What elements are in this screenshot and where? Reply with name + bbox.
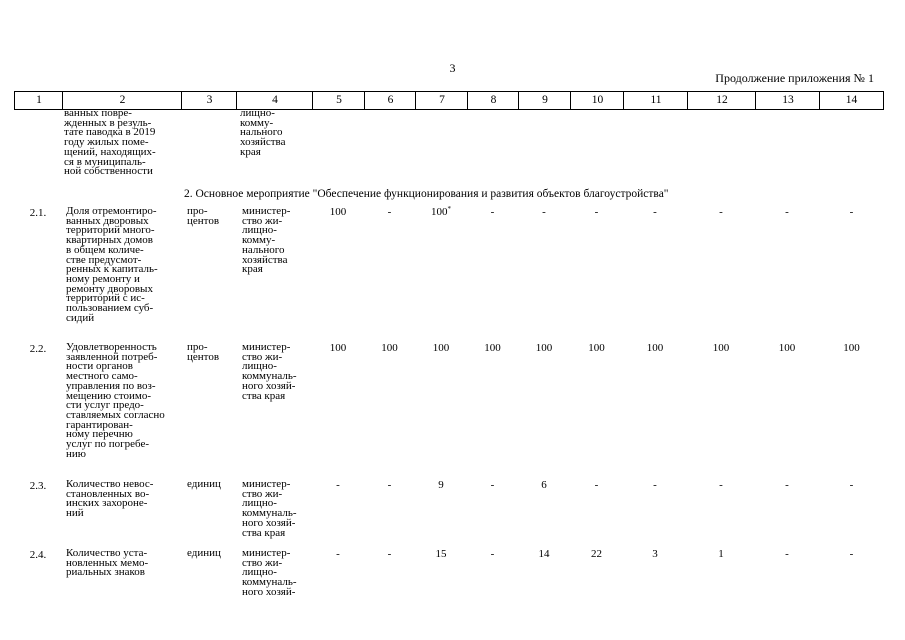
value-text: - [490,548,495,560]
unit-cell [187,480,235,490]
value-cell [827,548,877,560]
table-header-row [14,91,884,110]
text-line: в общем количе- [66,243,144,256]
value-cell [313,548,363,560]
value-cell [630,342,680,354]
text-line: ванных дворовых [66,214,149,227]
value-cell [572,342,622,354]
unit-cell [187,207,235,226]
text-line: инских захороне- [66,497,148,510]
text-line: министер- [242,205,291,217]
value-text: - [336,548,340,560]
value-text: - [336,479,340,491]
text-line: лищно- [242,360,277,373]
indicator-name [66,480,177,519]
text-line: лищно- [240,107,275,119]
text-line: министер- [242,547,291,559]
value-cell [416,479,466,491]
responsible-cell [242,207,306,275]
text-line: края [240,145,261,158]
footnote-mark: * [447,205,451,213]
value-text: - [387,548,392,560]
text-line: хозяйства [240,136,286,149]
value-cell [827,479,877,491]
value-cell [696,548,746,560]
responsible-cell [242,343,306,401]
text-line: комму- [240,116,274,129]
text-line: ство жи- [242,350,283,363]
text-line: коммуналь- [242,507,297,520]
value-cell [572,548,622,560]
value-cell [696,206,746,218]
text-line: заявленной потреб- [66,350,158,363]
value-cell [762,206,812,218]
value-text: - [849,206,854,218]
top-responsible-cell [240,109,306,158]
header-col-6: 6 [364,92,416,109]
text-line: центов [187,214,220,227]
value-cell [696,479,746,491]
value-cell [365,548,415,560]
unit-cell [187,549,235,559]
text-line: территорий с ис- [66,292,145,305]
section-title: 2. Основное мероприятие "Обеспечение функционирования и развития объектов благоустройства" [184,188,669,200]
text-line: местного само- [66,370,138,383]
header-col-1: 1 [14,92,63,109]
text-line: гарантирован- [66,418,133,431]
header-col-13: 13 [755,92,820,109]
value-text: 100 [329,342,347,354]
value-cell [696,342,746,354]
header-col-4: 4 [236,92,313,109]
text-line: нию [66,447,86,460]
value-cell [313,479,363,491]
text-line: министер- [242,341,291,353]
text-line: ний [66,507,84,520]
header-col-11: 11 [623,92,688,109]
text-line: стве предусмот- [66,253,142,266]
value-text: - [719,479,723,491]
value-cell [572,479,622,491]
value-text: 100 [778,342,796,354]
text-line: нального [240,126,283,139]
text-line: нального [242,243,285,256]
text-line: жденных в резуль- [64,116,152,129]
text-line: центов [187,350,220,363]
row-number: 2.2. [29,343,47,355]
header-col-9: 9 [518,92,571,109]
value-text: - [387,479,392,491]
text-line: ному перечню [66,428,133,441]
value-cell [827,342,877,354]
text-line: ному ремонту и [66,272,140,285]
value-text: 100 [646,342,664,354]
value-text: 22 [591,548,602,560]
text-line: риальных знаков [66,566,145,579]
value-cell [519,206,569,218]
text-line: ства края [242,389,286,402]
top-name-cell [64,109,176,177]
text-line: сти услуг предо- [66,399,144,412]
header-col-10: 10 [570,92,624,109]
indicator-name [66,343,177,459]
header-col-8: 8 [467,92,519,109]
value-cell [416,342,466,354]
value-cell [519,479,569,491]
value-cell [313,342,363,354]
value-text: - [785,548,789,560]
value-text: 3 [652,548,658,560]
header-col-5: 5 [312,92,365,109]
value-text: - [594,206,599,218]
value-cell [468,548,518,560]
value-text: 100 [329,206,347,218]
text-line: ся в муниципаль- [64,155,146,168]
value-cell [630,479,680,491]
text-line: ной собственности [64,165,153,178]
text-line: ного хозяй- [242,516,296,529]
text-line: лищно- [242,224,277,237]
value-text: 100 [843,342,860,354]
value-text: - [719,206,723,218]
row-number: 2.3. [29,480,47,492]
value-text: - [849,479,854,491]
text-line: единиц [187,478,221,490]
value-cell [572,206,622,218]
text-line: Количество уста- [66,547,148,559]
value-text: - [785,479,789,491]
responsible-cell [242,549,306,598]
text-line: про- [187,341,208,353]
value-cell [416,548,466,560]
value-cell [762,479,812,491]
unit-cell [187,343,235,362]
value-text: 1 [718,548,724,560]
text-line: году жилых поме- [64,136,149,149]
text-line: единиц [187,547,221,559]
value-cell [762,548,812,560]
text-line: тате паводка в 2019 [64,126,156,139]
text-line: края [242,263,263,276]
value-cell [416,206,466,218]
value-cell [468,342,518,354]
value-text: 100 [484,342,501,354]
value-cell [365,342,415,354]
text-line: ного хозяй- [242,585,296,598]
value-cell [519,548,569,560]
page-number: 3 [449,61,456,75]
value-cell [468,206,518,218]
value-cell [313,206,363,218]
row-number: 2.4. [29,549,47,561]
value-text: 100 [588,342,605,354]
text-line: услуг по погребе- [66,438,150,451]
value-text: - [387,206,392,218]
text-line: мещению стоимо- [66,389,151,402]
value-cell [519,342,569,354]
text-line: ство жи- [242,487,283,500]
indicator-name [66,549,177,578]
text-line: лищно- [242,497,277,510]
text-line: ности органов [66,360,133,373]
value-text: - [785,206,789,218]
text-line: сидий [66,311,95,324]
value-text: - [653,479,657,491]
text-line: ренных к капиталь- [66,263,158,276]
text-line: щений, находящих- [64,145,156,158]
value-cell [630,548,680,560]
text-line: лищно- [242,566,277,579]
value-cell [827,206,877,218]
header-col-12: 12 [687,92,756,109]
text-line: про- [187,205,208,217]
value-text: 100 [431,206,448,218]
value-text: 100 [712,342,730,354]
text-line: новленных мемо- [66,556,149,569]
text-line: ванных повре- [64,107,132,119]
text-line: комму- [242,234,276,247]
text-line: становленных во- [66,487,150,500]
text-line: пользованием суб- [66,302,154,315]
value-text: - [653,206,657,218]
text-line: ство жи- [242,556,283,569]
value-text: 9 [438,479,444,491]
indicator-name [66,207,177,323]
text-line: Удовлетворенность [66,341,157,353]
text-line: министер- [242,478,291,490]
header-col-2: 2 [62,92,182,109]
value-cell [468,479,518,491]
header-col-3: 3 [181,92,237,109]
value-cell [365,206,415,218]
value-text: - [490,479,495,491]
text-line: коммуналь- [242,370,297,383]
text-line: коммуналь- [242,576,297,589]
value-text: 6 [541,479,547,491]
row-number: 2.1. [29,207,47,219]
value-text: - [594,479,599,491]
value-cell [630,206,680,218]
text-line: ремонту дворовых [66,282,153,295]
text-line: ства края [242,526,286,539]
responsible-cell [242,480,306,538]
text-line: Количество невос- [66,478,154,490]
value-text: 14 [538,548,550,560]
value-text: 100 [381,342,398,354]
text-line: ставляемых согласно [66,408,165,421]
value-text: 100 [432,342,450,354]
header-col-7: 7 [415,92,468,109]
text-line: управления по воз- [66,379,156,392]
text-line: территорий много- [66,224,155,237]
text-line: Доля отремонтиро- [66,205,157,217]
value-cell [365,479,415,491]
continuation-label: Продолжение приложения № 1 [715,71,874,85]
value-text: - [490,206,495,218]
text-line: ство жи- [242,214,283,227]
text-line: ного хозяй- [242,379,296,392]
text-line: квартирных домов [66,234,153,247]
value-cell [762,342,812,354]
value-text: 100 [535,342,553,354]
header-col-14: 14 [819,92,884,109]
value-text: - [542,206,546,218]
value-text: - [849,548,854,560]
value-text: 15 [435,548,447,560]
text-line: хозяйства [242,253,288,266]
